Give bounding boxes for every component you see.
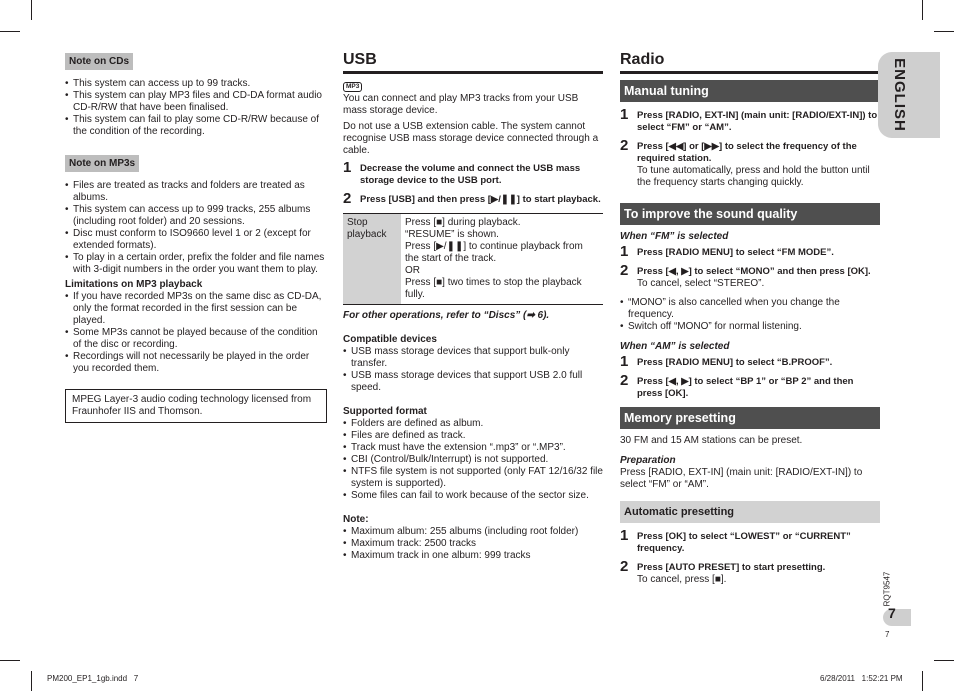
usb-title: USB (343, 51, 377, 68)
usb-steps (343, 159, 603, 207)
license-note-box: MPEG Layer-3 audio coding technology licensed from Fraunhofer IIS and Thomson. (65, 389, 327, 423)
step (620, 527, 880, 555)
step (343, 190, 603, 207)
other-operations-ref: For other operations, refer to “Discs” (➡ 6). (343, 310, 550, 321)
radio-column (620, 51, 880, 593)
list-item: • NTFS file system is not supported (only FAT 12/16/32 file system is supported). (343, 466, 603, 490)
language-tab-label-wrap (879, 52, 919, 138)
step-number: 2 (343, 190, 352, 207)
step-number: 1 (343, 159, 352, 176)
crop-mark (922, 671, 923, 691)
limitations-heading: Limitations on MP3 playback (65, 279, 203, 290)
step-number: 1 (620, 527, 629, 544)
mp3-notes-list (65, 180, 327, 276)
list-item: • Recordings will not necessarily be played in the order you recorded them. (65, 351, 327, 375)
preparation-text: Press [RADIO, EXT-IN] (main unit: [RADIO/EXT-IN]) to select “FM” or “AM”. (620, 467, 863, 490)
instruction-line: Press [▶/❚❚] to continue playback from the start of the track. (405, 241, 583, 264)
memory-presetting-heading: Memory presetting (620, 407, 880, 429)
memory-intro: 30 FM and 15 AM stations can be preset. (620, 435, 803, 446)
radio-title: Radio (620, 51, 665, 68)
step (620, 243, 880, 260)
step (620, 558, 880, 586)
step-number: 2 (620, 137, 629, 154)
note-on-mp3s-heading: Note on MP3s (65, 155, 139, 172)
crop-mark (934, 660, 954, 661)
crop-mark (0, 31, 20, 32)
list-item: • Track must have the extension “.mp3” or “.MP3”. (343, 442, 603, 454)
cds-notes-list (65, 78, 327, 138)
list-item: • Maximum album: 255 albums (including root folder) (343, 526, 603, 538)
list-item: • USB mass storage devices that support bulk-only transfer. (343, 346, 603, 370)
page-badge-number: 7 (888, 605, 896, 621)
step-subtext: To cancel, select “STEREO”. (637, 278, 765, 289)
stop-playback-instructions (401, 214, 603, 305)
instruction-line: OR (405, 265, 420, 276)
auto-preset-steps (620, 527, 880, 586)
list-item: • Some files can fail to work because of the sector size. (343, 490, 603, 502)
crop-mark (31, 0, 32, 20)
list-item: • “MONO” is also cancelled when you change the frequency. (620, 297, 880, 321)
usb-note-list (343, 526, 603, 562)
preparation-label: Preparation (620, 455, 676, 466)
list-item: • Files are treated as tracks and folders are treated as albums. (65, 180, 327, 204)
am-selected-label: When “AM” is selected (620, 341, 730, 352)
fm-selected-label: When “FM” is selected (620, 231, 729, 242)
step-text: Press [RADIO MENU] to select “FM MODE”. (637, 247, 834, 258)
fm-steps (620, 243, 880, 290)
step-number: 1 (620, 353, 629, 370)
list-item: • Some MP3s cannot be played because of the condition of the disc or recording. (65, 327, 327, 351)
instruction-line: “RESUME” is shown. (405, 229, 499, 240)
list-item: • Files are defined as track. (343, 430, 603, 442)
crop-mark (934, 31, 954, 32)
stop-playback-table (343, 213, 603, 305)
list-item: • To play in a certain order, prefix the folder and file names with 3-digit numbers in the order you want them to play. (65, 252, 327, 276)
step (620, 106, 880, 134)
language-tab-label: ENGLISH (891, 58, 908, 132)
list-item: • Maximum track in one album: 999 tracks (343, 550, 603, 562)
list-item: • This system can play MP3 files and CD-DA format audio CD-R/RW that have been finalised. (65, 90, 327, 114)
list-item: • Disc must conform to ISO9660 level 1 or 2 (except for extended formats). (65, 228, 327, 252)
step (620, 262, 880, 290)
automatic-presetting-heading: Automatic presetting (620, 501, 880, 523)
step-text: Press [AUTO PRESET] to start presetting. (637, 562, 826, 573)
limitations-list (65, 291, 327, 375)
list-item: • Maximum track: 2500 tracks (343, 538, 603, 550)
left-column (65, 53, 327, 423)
usb-column (343, 51, 603, 562)
usb-intro-2: Do not use a USB extension cable. The system cannot recognise USB mass storage device connected through a cable. (343, 121, 599, 156)
list-item: • If you have recorded MP3s on the same disc as CD-DA, only the format recorded in the first session can be played. (65, 291, 327, 327)
footer-timestamp: 6/28/2011 1:52:21 PM (820, 674, 903, 683)
step-text: Press [◀, ▶] to select “MONO” and then press [OK]. (637, 266, 871, 277)
step-text: Press [RADIO, EXT-IN] (main unit: [RADIO/EXT-IN]) to select “FM” or “AM”. (637, 110, 878, 133)
step-text: Press [USB] and then press [▶/❚❚] to start playback. (360, 194, 601, 205)
supported-format-list (343, 418, 603, 502)
step-text: Press [OK] to select “LOWEST” or “CURRENT” frequency. (637, 531, 851, 554)
step-subtext: To cancel, press [■]. (637, 574, 727, 585)
list-item: • This system can access up to 99 tracks. (65, 78, 327, 90)
list-item: • CBI (Control/Bulk/Interrupt) is not supported. (343, 454, 603, 466)
step-text: Press [◀, ▶] to select “BP 1” or “BP 2” and then press [OK]. (637, 376, 854, 399)
step-number: 2 (620, 558, 629, 575)
compatible-devices-heading: Compatible devices (343, 334, 437, 345)
step-number: 2 (620, 262, 629, 279)
am-steps (620, 353, 880, 400)
list-item: • USB mass storage devices that support USB 2.0 full speed. (343, 370, 603, 394)
step-number: 1 (620, 243, 629, 260)
footer-file: PM200_EP1_1gb.indd 7 (47, 674, 139, 683)
step (343, 159, 603, 187)
instruction-line: Press [■] two times to stop the playback fully. (405, 277, 582, 300)
manual-tuning-steps (620, 106, 880, 189)
supported-format-heading: Supported format (343, 406, 427, 417)
fm-notes-list (620, 297, 880, 333)
step-subtext: To tune automatically, press and hold the button until the frequency starts changing quickly. (637, 165, 870, 188)
list-item: • Folders are defined as album. (343, 418, 603, 430)
crop-mark (31, 671, 32, 691)
step-number: 1 (620, 106, 629, 123)
step-text: Decrease the volume and connect the USB mass storage device to the USB port. (360, 163, 581, 186)
step (620, 137, 880, 189)
page-number: 7 (885, 630, 890, 639)
crop-mark (922, 0, 923, 20)
usb-intro-1: You can connect and play MP3 tracks from your USB mass storage device. (343, 93, 579, 116)
manual-tuning-heading: Manual tuning (620, 80, 880, 102)
note-heading: Note: (343, 514, 369, 525)
list-item: • Switch off “MONO” for normal listening. (620, 321, 880, 333)
list-item: • This system can access up to 999 tracks, 255 albums (including root folder) and 20 sessions. (65, 204, 327, 228)
improve-sound-heading: To improve the sound quality (620, 203, 880, 225)
stop-playback-label: Stop playback (343, 214, 401, 305)
radio-title-rule (620, 71, 880, 74)
crop-mark (0, 660, 20, 661)
step-text: Press [RADIO MENU] to select “B.PROOF”. (637, 357, 833, 368)
step-number: 2 (620, 372, 629, 389)
step-text: Press [◀◀] or [▶▶] to select the frequency of the required station. (637, 141, 857, 164)
mp3-badge: MP3 (343, 82, 362, 92)
usb-title-rule (343, 71, 603, 74)
model-code-text: RQT9547 (882, 571, 891, 607)
compatible-devices-list (343, 346, 603, 394)
note-on-cds-heading: Note on CDs (65, 53, 133, 70)
model-code (875, 571, 899, 607)
step (620, 372, 880, 400)
instruction-line: Press [■] during playback. (405, 217, 521, 228)
list-item: • This system can fail to play some CD-R/RW because of the condition of the recording. (65, 114, 327, 138)
step (620, 353, 880, 370)
